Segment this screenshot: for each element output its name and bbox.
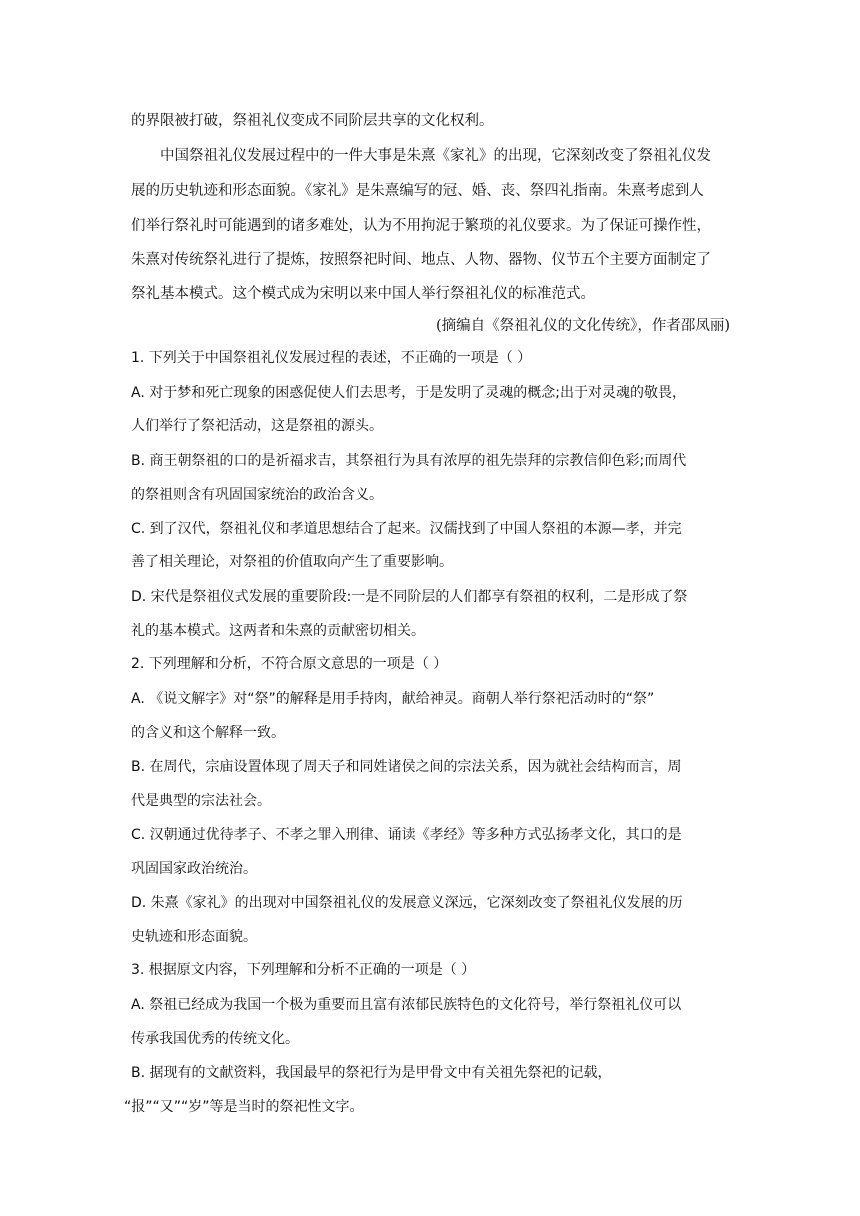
passage-line: 的界限被打破，祭祖礼仪变成不同阶层共享的文化权利。 [131, 113, 494, 129]
source-citation: (摘编自《祭祖礼仪的文化传统》，作者邵凤丽) [435, 318, 730, 334]
question-2-option-c: C. 汉朝通过优待孝子、不孝之罪入刑律、诵读《孝经》等多种方式弘扬孝文化，其口的是 [131, 827, 682, 843]
question-2-option-c-cont: 巩固国家政治统治。 [131, 861, 257, 877]
question-1-stem: 1. 下列关于中国祭祖礼仪发展过程的表述，不正确的一项是（ ） [131, 350, 532, 366]
passage-line: 中国祭祖礼仪发展过程中的一件大事是朱熹《家礼》的出现，它深刻改变了祭祖礼仪发 [160, 148, 711, 164]
question-3-option-b: B. 据现有的文献资料，我国最早的祭祀行为是甲骨文中有关祖先祭祀的记载， [131, 1065, 612, 1081]
question-2-option-d-cont: 史轨迹和形态面貌。 [131, 929, 257, 945]
question-1-option-c: C. 到了汉代，祭祖礼仪和孝道思想结合了起来。汉儒找到了中国人祭祖的本源—孝，并完 [131, 521, 682, 537]
passage-line: 展的历史轨迹和形态面貌。《家礼》是朱熹编写的冠、婚、丧、祭四礼指南。朱熹考虑到人 [131, 183, 704, 199]
question-2-option-d: D. 朱熹《家礼》的出现对中国祭祖礼仪的发展意义深远，它深刻改变了祭祖礼仪发展的历 [131, 895, 683, 911]
question-1-option-a-cont: 人们举行了祭祀活动，这是祭祖的源头。 [131, 418, 383, 434]
passage-line: 祭礼基本模式。这个模式成为宋明以来中国人举行祭祖礼仪的标准范式。 [131, 286, 595, 302]
question-3-stem: 3. 根据原文内容，下列理解和分析不正确的一项是（ ） [131, 962, 476, 978]
question-3-option-a: A. 祭祖已经成为我国一个极为重要而且富有浓郁民族特色的文化符号，举行祭祖礼仪可以 [131, 997, 682, 1013]
passage-line: 们举行祭礼时可能遇到的诸多难处，认为不用拘泥于繁琐的礼仪要求。为了保证可操作性， [131, 218, 711, 234]
question-1-option-b-cont: 的祭祖则含有巩固国家统治的政治含义。 [131, 487, 383, 503]
question-2-stem: 2. 下列理解和分析，不符合原文意思的一项是（ ） [131, 656, 448, 672]
question-2-option-a-cont: 的含义和这个解释一致。 [131, 725, 285, 741]
question-3-option-a-cont: 传承我国优秀的传统文化。 [131, 1031, 299, 1047]
passage-line: 朱熹对传统祭礼进行了提炼，按照祭祀时间、地点、人物、器物、仪节五个主要方面制定了 [131, 252, 711, 268]
question-3-option-b-cont: “报”“又”“岁”等是当时的祭祀性文字。 [124, 1099, 364, 1115]
question-1-option-c-cont: 善了相关理论，对祭祖的价值取向产生了重要影响。 [131, 554, 453, 570]
question-1-option-b: B. 商王朝祭祖的口的是祈福求吉，其祭祖行为具有浓厚的祖先崇拜的宗教信仰色彩;而周代 [131, 453, 687, 469]
question-1-option-d: D. 宋代是祭祖仪式发展的重要阶段:一是不同阶层的人们都享有祭祖的权利，二是形成了祭 [131, 589, 688, 605]
question-2-option-b: B. 在周代，宗庙设置体现了周天子和同姓诸侯之间的宗法关系，因为就社会结构而言，周 [131, 759, 682, 775]
question-1-option-d-cont: 礼的基本模式。这两者和朱熹的贡献密切相关。 [131, 623, 425, 639]
question-1-option-a: A. 对于梦和死亡现象的困惑促使人们去思考，于是发明了灵魂的概念;出于对灵魂的敬畏， [131, 385, 686, 401]
question-2-option-a: A. 《说文解字》对“祭”的解释是用手持肉，献给神灵。商朝人举行祭祀活动时的“祭” [131, 691, 655, 707]
question-2-option-b-cont: 代是典型的宗法社会。 [131, 793, 271, 809]
